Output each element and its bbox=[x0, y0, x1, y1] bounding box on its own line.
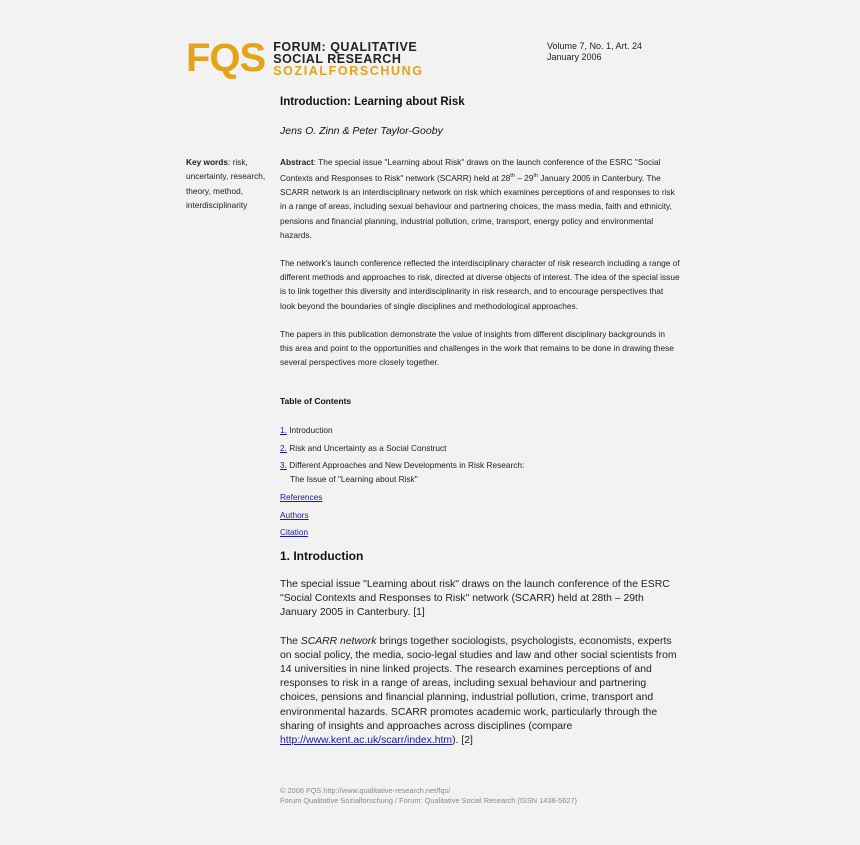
issue-date: January 2006 bbox=[547, 52, 602, 62]
page-footer bbox=[280, 786, 577, 806]
keywords-block bbox=[186, 155, 266, 212]
footer-copyright: © 2006 FQS http://www.qualitative-research.net/fqs/ bbox=[280, 786, 451, 795]
toc-item-risk-uncertainty[interactable] bbox=[280, 441, 524, 459]
abstract-block bbox=[280, 155, 680, 383]
body-text-a: The bbox=[280, 635, 301, 647]
abstract-label: Abstract bbox=[280, 157, 314, 167]
fqs-logo bbox=[186, 38, 424, 78]
toc-item-label: Different Approaches and New Developments in Risk Research: bbox=[289, 460, 525, 470]
table-of-contents bbox=[280, 423, 524, 543]
abstract-sup-2: th bbox=[533, 173, 538, 180]
keywords-terms: : risk, uncertainty, research, theory, method, interdisciplinarity bbox=[186, 157, 266, 210]
toc-item-approaches[interactable] bbox=[280, 458, 524, 490]
toc-item-number[interactable]: 1. bbox=[280, 425, 287, 435]
article-authors: Jens O. Zinn & Peter Taylor-Gooby bbox=[280, 125, 443, 137]
volume-info bbox=[547, 41, 642, 63]
body-emphasis: SCARR network bbox=[300, 635, 377, 647]
abstract-text-a: : The special issue "Learning about Risk" draws on the launch conference of the ESRC "Social Contexts and Responses to Risk" network (SCARR) held at 28 bbox=[280, 157, 661, 183]
keywords-label: Key words bbox=[186, 157, 228, 167]
abstract-paragraph-2: The network's launch conference reflected the interdisciplinary character of risk research including a range of different methods and approaches to risk, directed at diverse objects of interest. The idea of the special issue is to link together this diversity and interdisciplinarity in risk research, and to encourage perspectives that look beyond the boundaries of single disciplines and methodological approaches. bbox=[280, 257, 680, 311]
body-paragraph-1: The special issue "Learning about risk" draws on the launch conference of the ESRC "Social Contexts and Responses to Risk" network (SCARR) held at 28th – 29th January 2005 in Canterbury. [1] bbox=[280, 579, 670, 619]
article-title: Introduction: Learning about Risk bbox=[280, 96, 465, 108]
toc-item-label: Risk and Uncertainty as a Social Construct bbox=[289, 442, 447, 453]
abstract-text-c: January 2005 in Canterbury. The SCARR network is an interdisciplinary network on risk which examines perceptions of and responses to risk in a range of areas, including sexual behaviour and partnering choices, the mass media, faith and ethnicity, pensions and financial planning, industrial pollution, crime, transport, energy policy and environmental hazards. bbox=[280, 172, 675, 240]
abstract-text-b: – 29 bbox=[514, 172, 534, 183]
body-text-c: ). [2] bbox=[452, 735, 473, 747]
toc-link-authors[interactable]: Authors bbox=[280, 509, 309, 520]
logo-wordmark bbox=[273, 41, 423, 77]
logo-line-3: SOZIALFORSCHUNG bbox=[273, 64, 424, 78]
logo-line-2: SOCIAL RESEARCH bbox=[273, 52, 402, 66]
logo-mark: FQS bbox=[186, 36, 266, 80]
body-text-b: brings together sociologists, psychologists, economists, experts on social policy, the media, socio-legal studies and law and other social scientists from 14 universities in nine linked projects. The research examines perceptions of and responses to risk in a range of areas, including sexual behaviour and partnering choices, pensions and financial planning, industrial pollution, crime, transport and environmental hazards. SCARR promotes academic work, particularly through the sharing of insights and approaches across disciplines (compare bbox=[280, 635, 677, 732]
logo-line-1: FORUM: QUALITATIVE bbox=[273, 40, 418, 54]
toc-item-label: Introduction bbox=[289, 425, 333, 435]
toc-link-citation[interactable]: Citation bbox=[280, 527, 309, 537]
body-paragraph-2 bbox=[280, 635, 680, 749]
toc-item-introduction[interactable] bbox=[280, 423, 524, 441]
toc-link-references[interactable]: References bbox=[280, 492, 323, 502]
toc-item-sublabel: The Issue of "Learning about Risk" bbox=[290, 474, 418, 484]
toc-title: Table of Contents bbox=[280, 396, 352, 406]
volume-number: Volume 7, No. 1, Art. 24 bbox=[547, 41, 643, 51]
abstract-paragraph-3: The papers in this publication demonstrate the value of insights from different disciplinary backgrounds in this area and point to the opportunities and challenges in the work that remains to be done in drawing these several perspectives more closely together. bbox=[280, 328, 674, 368]
toc-item-number[interactable]: 2. bbox=[280, 442, 287, 453]
abstract-paragraph-1 bbox=[280, 155, 680, 242]
toc-item-number[interactable]: 3. bbox=[280, 460, 287, 470]
section-body bbox=[280, 578, 680, 762]
abstract-sup-1: th bbox=[510, 173, 515, 180]
scarr-link[interactable]: http://www.kent.ac.uk/scarr/index.htm bbox=[280, 735, 453, 747]
footer-journal: Forum Qualitative Sozialforschung / Forum: Qualitative Social Research (ISSN 1438-5627) bbox=[280, 796, 577, 805]
section-heading-introduction: 1. Introduction bbox=[280, 549, 364, 563]
